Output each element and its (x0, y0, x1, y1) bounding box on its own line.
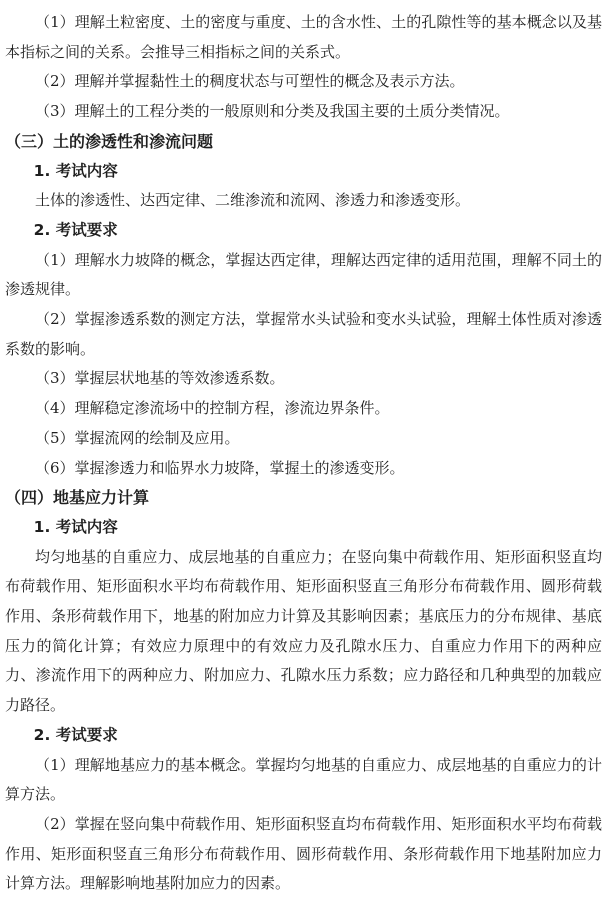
paragraph: 均匀地基的自重应力、成层地基的自重应力；在竖向集中荷载作用、矩形面积竖直均布荷载作用、矩形面积水平均布荷载作用、矩形面积竖直三角形分布荷载作用、圆形荷载作用、条形荷载作用下，地基的附加应力计算及其影响因素；基底压力的分布规律、基底压力的简化计算；有效应力原理中的有效应力及孔隙水压力、自重应力作用下的两种应力、渗流作用下的两种应力、附加应力、孔隙水压力系数；应力路径和几种典型的加载应力路径。 (5, 547, 602, 715)
paragraph: （1）理解土粒密度、土的密度与重度、土的含水性、土的孔隙性等的基本概念以及基本指标之间的关系。会推导三相指标之间的关系式。 (5, 13, 602, 61)
paragraph: （1）理解水力坡降的概念，掌握达西定律，理解达西定律的适用范围，理解不同土的渗透规律。 (5, 250, 602, 299)
sub-heading: 1. 考试内容 (33, 161, 118, 180)
document-content (5, 8, 602, 899)
sub-heading: 2. 考试要求 (33, 725, 118, 744)
paragraph: （2）掌握渗透系数的测定方法，掌握常水头试验和变水头试验，理解土体性质对渗透系数的影响。 (5, 310, 602, 358)
section-heading: （三）土的渗透性和渗流问题 (5, 131, 214, 151)
sub-heading: 2. 考试要求 (33, 220, 118, 239)
paragraph: （1）理解地基应力的基本概念。掌握均匀地基的自重应力、成层地基的自重应力的计算方法。 (5, 755, 602, 804)
paragraph: （4）理解稳定渗流场中的控制方程，渗流边界条件。 (35, 399, 390, 418)
paragraph: （5）掌握流网的绘制及应用。 (35, 428, 240, 447)
paragraph: （3）掌握层状地基的等效渗透系数。 (35, 369, 285, 388)
paragraph: （6）掌握渗透力和临界水力坡降，掌握土的渗透变形。 (35, 458, 405, 477)
sub-heading: 1. 考试内容 (33, 517, 118, 536)
paragraph: 土体的渗透性、达西定律、二维渗流和流网、渗透力和渗透变形。 (35, 191, 471, 210)
section-heading: （四）地基应力计算 (5, 488, 150, 508)
paragraph: （2）掌握在竖向集中荷载作用、矩形面积竖直均布荷载作用、矩形面积水平均布荷载作用、矩形面积竖直三角形分布荷载作用、圆形荷载作用、条形荷载作用下地基附加应力计算方法。理解影响地基附加应力的因素。 (5, 814, 602, 893)
paragraph: （2）理解并掌握黏性土的稠度状态与可塑性的概念及表示方法。 (35, 72, 465, 91)
paragraph: （3）理解土的工程分类的一般原则和分类及我国主要的土质分类情况。 (35, 102, 510, 121)
